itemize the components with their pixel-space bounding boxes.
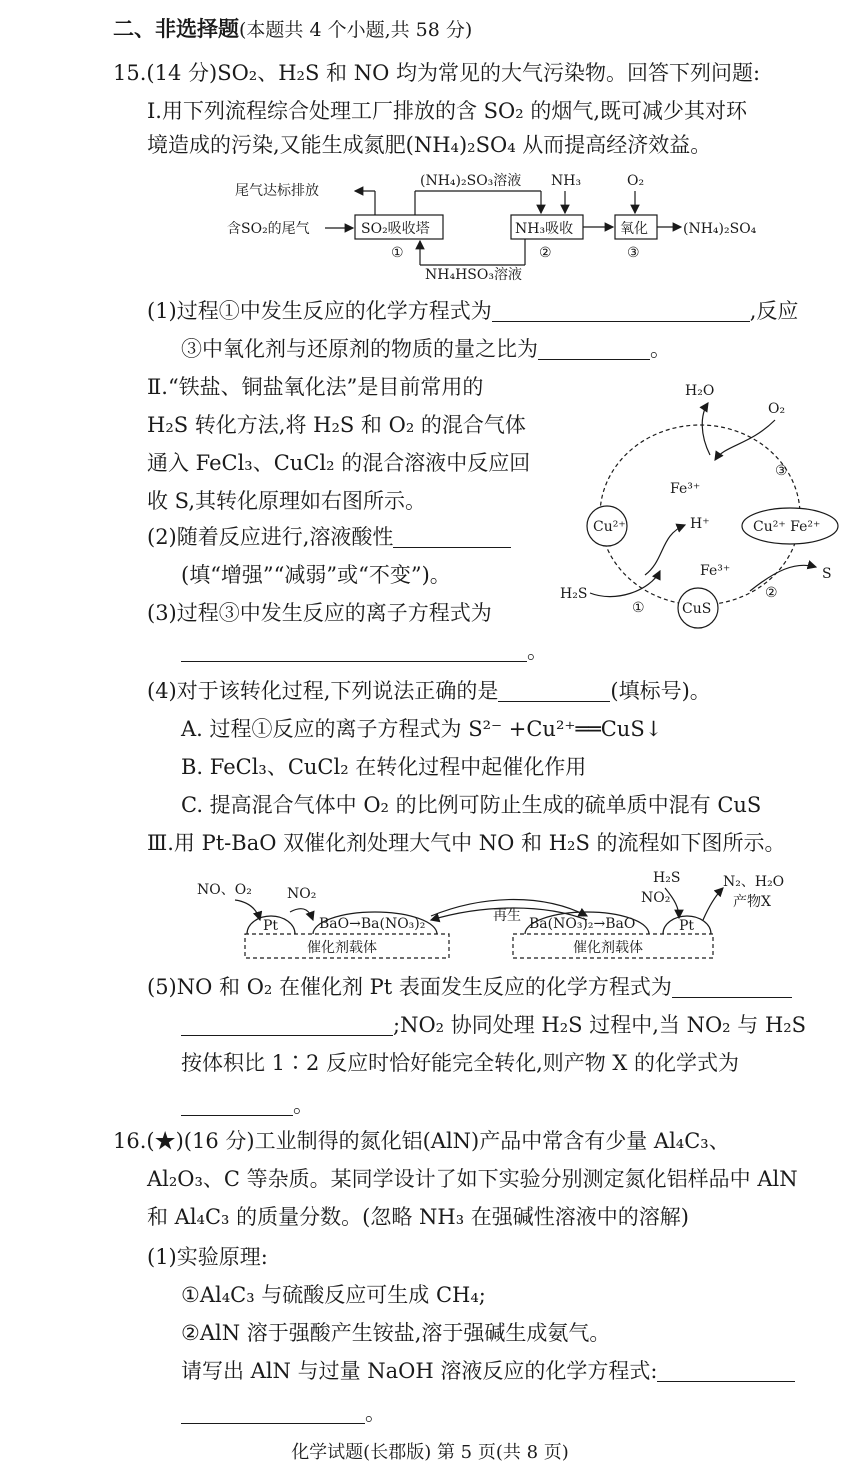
q16-ask-line bbox=[181, 1356, 795, 1386]
q15-sub1-line2 bbox=[181, 334, 671, 364]
section-heading bbox=[113, 14, 472, 45]
cycle-cu2-fe2: Cu²⁺ Fe²⁺ bbox=[753, 519, 821, 535]
section-title: 二、非选择题 bbox=[113, 17, 239, 41]
q16-answer-blank-1[interactable] bbox=[657, 1359, 795, 1382]
flow3-pt-right: Pt bbox=[679, 918, 695, 934]
q15-part3-text: Ⅲ.用 Pt-BaO 双催化剂处理大气中 NO 和 H₂S 的流程如下图所示。 bbox=[147, 831, 786, 855]
q15-option-c: C. 提高混合气体中 O₂ 的比例可防止生成的硫单质中混有 CuS bbox=[181, 793, 762, 817]
flow1-product: (NH₄)₂SO₄ bbox=[683, 221, 757, 237]
flow3-product-x: 产物X bbox=[733, 894, 771, 910]
q16-line1 bbox=[113, 1126, 730, 1156]
q16-star-mark: (★) bbox=[146, 1129, 184, 1153]
q15-part1-line1: Ⅰ.用下列流程综合处理工厂排放的含 SO₂ 的烟气,既可减少其对环 bbox=[147, 99, 748, 123]
q15-sub5-answer-blank-2[interactable] bbox=[181, 1093, 293, 1116]
q15-sub2-prompt: (2)随着反应进行,溶液酸性 bbox=[147, 525, 394, 549]
cycle-step2: ② bbox=[765, 585, 778, 601]
q15-sub1-continue: ,反应 bbox=[749, 299, 799, 323]
cycle-step1: ① bbox=[632, 600, 645, 616]
q15-sub5-end: 。 bbox=[293, 1093, 314, 1117]
q16-points: (16 分) bbox=[183, 1129, 255, 1153]
q15-sub2-answer-blank[interactable] bbox=[393, 525, 511, 548]
q15-sub4-line bbox=[147, 676, 711, 706]
flow1-oxidize: 氧化 bbox=[620, 221, 648, 237]
flow3-no2-right: NO₂ bbox=[641, 890, 671, 906]
q15-sub5-line1 bbox=[147, 972, 792, 1002]
flow3-carrier-right: 催化剂载体 bbox=[573, 940, 643, 956]
fe-cu-oxidation-cycle-diagram bbox=[550, 375, 850, 635]
q15-sub4-prompt: (4)对于该转化过程,下列说法正确的是 bbox=[147, 679, 499, 703]
q15-part1-line2: 境造成的污染,又能生成氮肥(NH₄)₂SO₄ 从而提高经济效益。 bbox=[147, 133, 712, 157]
q16-line2: Al₂O₃、C 等杂质。某同学设计了如下实验分别测定氮化铝样品中 AlN bbox=[147, 1167, 798, 1191]
cycle-cus: CuS bbox=[682, 601, 712, 617]
flow1-step2: ② bbox=[539, 245, 552, 261]
q16-ask-prompt: 请写出 AlN 与过量 NaOH 溶液反应的化学方程式: bbox=[181, 1359, 658, 1383]
q16-answer-blank-2[interactable] bbox=[181, 1401, 365, 1424]
q16-line3: 和 Al₄C₃ 的质量分数。(忽略 NH₃ 在强碱性溶液中的溶解) bbox=[147, 1205, 689, 1229]
cycle-h2s: H₂S bbox=[560, 586, 588, 602]
flow1-o2: O₂ bbox=[627, 173, 645, 189]
flow3-n2-h2o: N₂、H₂O bbox=[723, 874, 785, 890]
flow1-exhaust-out: 尾气达标排放 bbox=[235, 183, 319, 199]
q15-sub1-end: 。 bbox=[650, 337, 671, 361]
section-note: (本题共 4 个小题,共 58 分) bbox=[239, 19, 473, 41]
cycle-step3: ③ bbox=[775, 463, 788, 479]
flow3-bao-left: BaO→Ba(NO₃)₂ bbox=[319, 916, 426, 932]
q15-sub2-line1 bbox=[147, 522, 511, 552]
flow3-carrier-left: 催化剂载体 bbox=[307, 940, 377, 956]
pt-bao-catalyst-diagram bbox=[195, 864, 795, 964]
q15-sub1-ratio-prompt: ③中氧化剂与还原剂的物质的量之比为 bbox=[181, 337, 538, 361]
flow1-top-solution: (NH₄)₂SO₃溶液 bbox=[420, 173, 522, 189]
q16-number: 16. bbox=[113, 1129, 147, 1153]
q15-sub1-prompt: (1)过程①中发生反应的化学方程式为 bbox=[147, 299, 492, 323]
cycle-h-plus: H⁺ bbox=[690, 516, 710, 532]
flow3-no2-left: NO₂ bbox=[287, 886, 317, 902]
q15-sub5-line2 bbox=[181, 1010, 806, 1040]
q15-sub3-answer-blank[interactable] bbox=[181, 639, 527, 662]
so2-treatment-flow-diagram bbox=[215, 165, 775, 285]
q15-sub5-line3: 按体积比 1∶2 反应时恰好能完全转化,则产物 X 的化学式为 bbox=[181, 1051, 740, 1075]
q16-end: 。 bbox=[365, 1401, 386, 1425]
q15-sub4-answer-blank[interactable] bbox=[498, 679, 610, 702]
q15-part2-line2: H₂S 转化方法,将 H₂S 和 O₂ 的混合气体 bbox=[147, 413, 526, 437]
flow1-bottom-solution: NH₄HSO₃溶液 bbox=[425, 267, 522, 283]
cycle-s: S bbox=[822, 566, 832, 582]
flow3-h2s: H₂S bbox=[653, 870, 681, 886]
q15-option-a: A. 过程①反应的离子方程式为 S²⁻ +Cu²⁺══CuS↓ bbox=[181, 717, 663, 741]
q15-intro bbox=[113, 58, 760, 88]
q16-principle-2: ②AlN 溶于强酸产生铵盐,溶于强碱生成氨气。 bbox=[181, 1321, 611, 1345]
q15-sub5-prompt: (5)NO 和 O₂ 在催化剂 Pt 表面发生反应的化学方程式为 bbox=[147, 975, 672, 999]
flow1-step3: ③ bbox=[627, 245, 640, 261]
q15-sub1-answer-blank-1[interactable] bbox=[492, 299, 750, 322]
flow1-nh3: NH₃ bbox=[551, 173, 582, 189]
q15-sub5-answer-blank-1b[interactable] bbox=[181, 1013, 393, 1036]
flow1-tail-gas: 含SO₂的尾气 bbox=[227, 221, 310, 237]
q16-ask-line2 bbox=[181, 1398, 386, 1428]
q15-sub3-answer-line bbox=[181, 636, 548, 666]
cycle-fe3-top: Fe³⁺ bbox=[670, 481, 701, 497]
q16-principle-heading: (1)实验原理: bbox=[147, 1245, 268, 1269]
q15-points: (14 分) bbox=[146, 61, 218, 85]
flow3-ba-right: Ba(NO₃)₂→BaO bbox=[529, 916, 636, 932]
cycle-cu2: Cu²⁺ bbox=[593, 519, 626, 535]
page-footer: 化学试题(长郡版) 第 5 页(共 8 页) bbox=[291, 1442, 569, 1463]
flow3-pt-left: Pt bbox=[263, 918, 279, 934]
q15-sub2-hint: (填“增强”“减弱”或“不变”)。 bbox=[181, 563, 451, 587]
q15-intro-text: SO₂、H₂S 和 NO 均为常见的大气污染物。回答下列问题: bbox=[217, 61, 761, 85]
q15-sub5-answer-blank-1[interactable] bbox=[672, 975, 792, 998]
q15-sub3-prompt: (3)过程③中发生反应的离子方程式为 bbox=[147, 601, 492, 625]
q15-part2-line4: 收 S,其转化原理如右图所示。 bbox=[147, 489, 426, 513]
q15-sub5-continue: ;NO₂ 协同处理 H₂S 过程中,当 NO₂ 与 H₂S bbox=[393, 1013, 807, 1037]
q15-part2-line1: Ⅱ.“铁盐、铜盐氧化法”是目前常用的 bbox=[147, 375, 484, 399]
q15-sub1-answer-blank-2[interactable] bbox=[538, 337, 650, 360]
flow3-regen: 再生 bbox=[493, 908, 521, 924]
q15-sub5-line4 bbox=[181, 1090, 314, 1120]
flow1-absorber: SO₂吸收塔 bbox=[361, 221, 430, 237]
q16-text-1: 工业制得的氮化铝(AlN)产品中常含有少量 Al₄C₃、 bbox=[254, 1129, 730, 1153]
q15-sub3-end: 。 bbox=[527, 639, 548, 663]
q16-principle-1: ①Al₄C₃ 与硫酸反应可生成 CH₄; bbox=[181, 1283, 486, 1307]
q15-number: 15. bbox=[113, 61, 147, 85]
cycle-o2: O₂ bbox=[768, 401, 786, 417]
flow1-nh3-absorb: NH₃吸收 bbox=[515, 221, 574, 237]
q15-sub1-line1 bbox=[147, 296, 798, 326]
flow3-no-o2: NO、O₂ bbox=[197, 882, 252, 898]
q15-part2-line3: 通入 FeCl₃、CuCl₂ 的混合溶液中反应回 bbox=[147, 451, 531, 475]
flow1-step1: ① bbox=[391, 245, 404, 261]
cycle-fe3-bottom: Fe³⁺ bbox=[700, 563, 731, 579]
cycle-h2o: H₂O bbox=[685, 383, 715, 399]
q15-sub4-hint: (填标号)。 bbox=[610, 679, 711, 703]
q15-option-b: B. FeCl₃、CuCl₂ 在转化过程中起催化作用 bbox=[181, 755, 587, 779]
